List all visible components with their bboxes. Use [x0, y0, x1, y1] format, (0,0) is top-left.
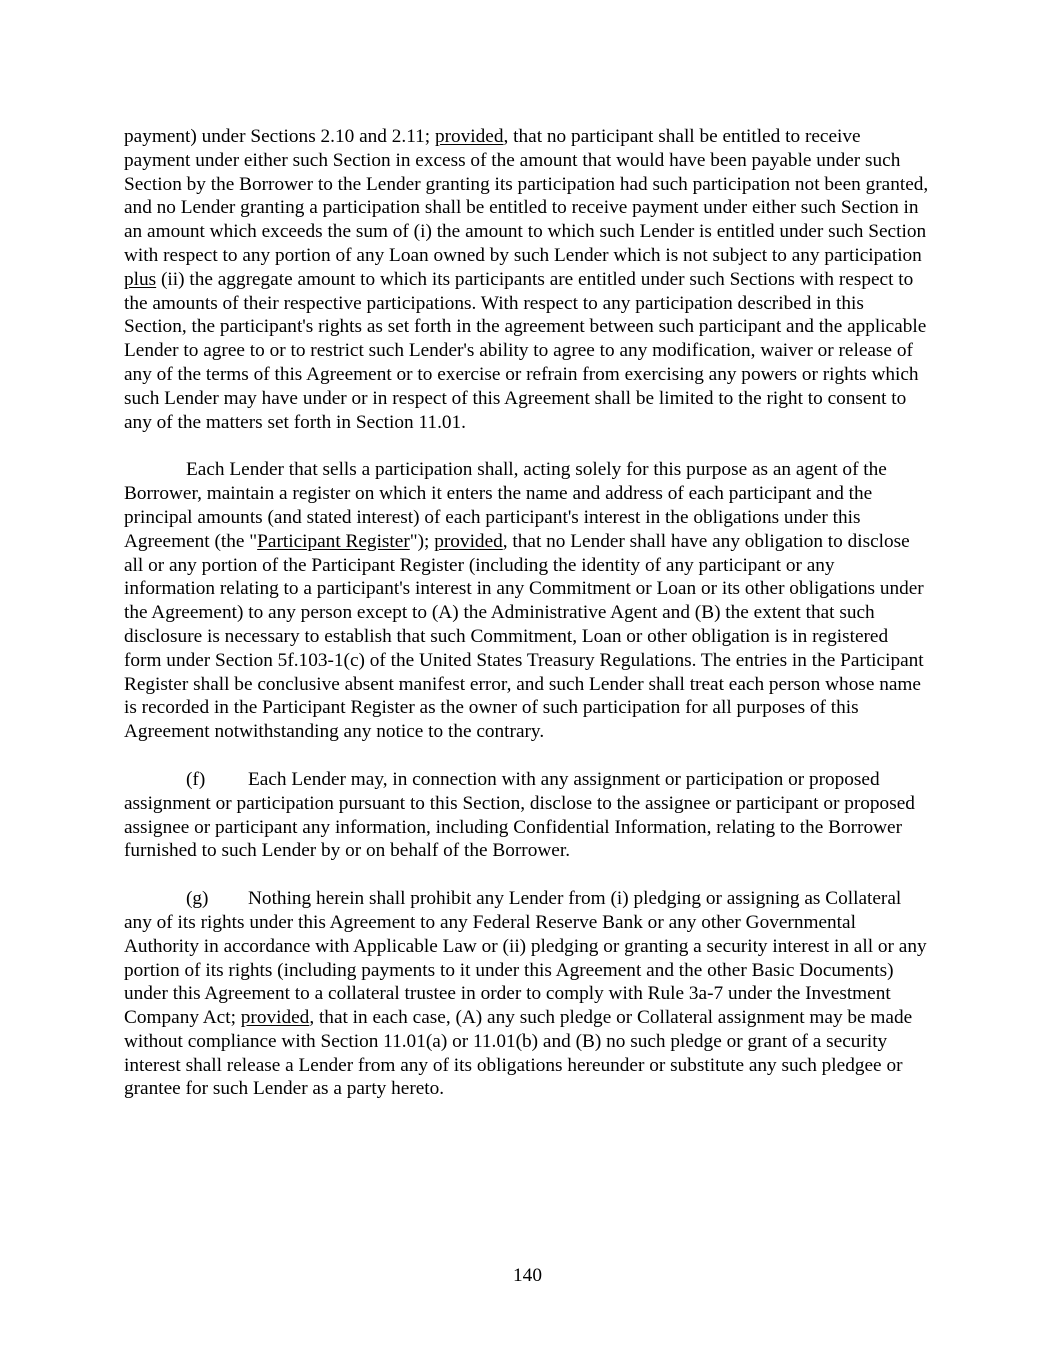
paragraph-section-f [124, 768, 929, 863]
paragraph-participation-payments [124, 125, 929, 434]
text-run: Each Lender that sells a participation shall, acting solely for this purpose as an agent of the Borrower, maintain a register on which it enters the name and address of each participant and the principal amounts (and stated interest) of each participant's interest in the obligations under this Agreement (the " [124, 459, 887, 552]
text-run: , that in each case, (A) any such pledge or Collateral assignment may be made without compliance with Section 11.01(a) or 11.01(b) and (B) no such pledge or grant of a security interest shall release a Lender from any of its obligations hereunder or substitute any such pledgee or grantee for such Lender as a party hereto. [124, 1007, 913, 1100]
underlined-term-plus: plus [124, 268, 157, 290]
underlined-term-provided: provided [434, 126, 504, 147]
underlined-term-provided: provided [434, 530, 503, 552]
text-run: payment) under Sections 2.10 and 2.11; [124, 126, 435, 147]
item-label-f: (f) [186, 768, 206, 790]
text-run: (ii) the aggregate amount to which its participants are entitled under such Sections with respect to the amounts of their respective participations. With respect to any participation described in this Section, the participant's rights as set forth in the agreement between such participant and the applicable Lender to agree to or to restrict such Lender's ability to agree to any modification, waiver or release of any of the terms of this Agreement or to exercise or refrain from exercising any powers or rights which such Lender may have under or in respect of this Agreement shall be limited to the right to consent to any of the matters set forth in Section 11.01. [124, 268, 927, 433]
page-number: 140 [513, 1265, 542, 1286]
text-run: Each Lender may, in connection with any assignment or participation or proposed assignment or participation pursuant to this Section, disclose to the assignee or participant or proposed assignee or participant any information, including Confidential Information, relating to the Borrower furnished to such Lender by or on behalf of the Borrower. [124, 768, 915, 862]
underlined-term-participant-register: Participant Register [257, 530, 410, 552]
text-run: , that no participant shall be entitled to receive payment under either such Section in excess of the amount that would have been payable under such Section by the Borrower to the Lender granting its participation had such participation not been granted, and no Lender granting a participation shall be entitled to receive payment under either such Section in an amount which exceeds the sum of (i) the amount to which such Lender is entitled under such Section with respect to any portion of any Loan owned by such Lender which is not subject to any participation [124, 126, 929, 266]
underlined-term-provided: provided [240, 1007, 310, 1029]
paragraph-section-g [124, 887, 929, 1101]
text-run: , that no Lender shall have any obligation to disclose all or any portion of the Participant Register (including the identity of any participant or any information relating to a participant's interest in any Commitment or Loan or its other obligations under the Agreement) to any person except to (A) the Administrative Agent and (B) the extent that such disclosure is necessary to establish that such Commitment, Loan or other obligation is in registered form under Section 5f.103-1(c) of the United States Treasury Regulations. The entries in the Participant Register shall be conclusive absent manifest error, and such Lender shall treat each person whose name is recorded in the Participant Register as the owner of such participation for all purposes of this Agreement notwithstanding any notice to the contrary. [124, 530, 924, 743]
paragraph-participant-register [124, 458, 929, 744]
text-run: "); [409, 530, 435, 552]
item-label-g: (g) [186, 888, 209, 910]
text-run: Nothing herein shall prohibit any Lender from (i) pledging or assigning as Collateral any of its rights under this Agreement to any Federal Reserve Bank or any other Governmental Authority in accordance with Applicable Law or (ii) pledging or granting a security interest in all or any portion of its rights (including payments to it under this Agreement and the other Basic Documents) under this Agreement to a collateral trustee in order to comply with Rule 3a-7 under the Investment Company Act; [124, 888, 927, 1029]
document-body [124, 125, 929, 1125]
